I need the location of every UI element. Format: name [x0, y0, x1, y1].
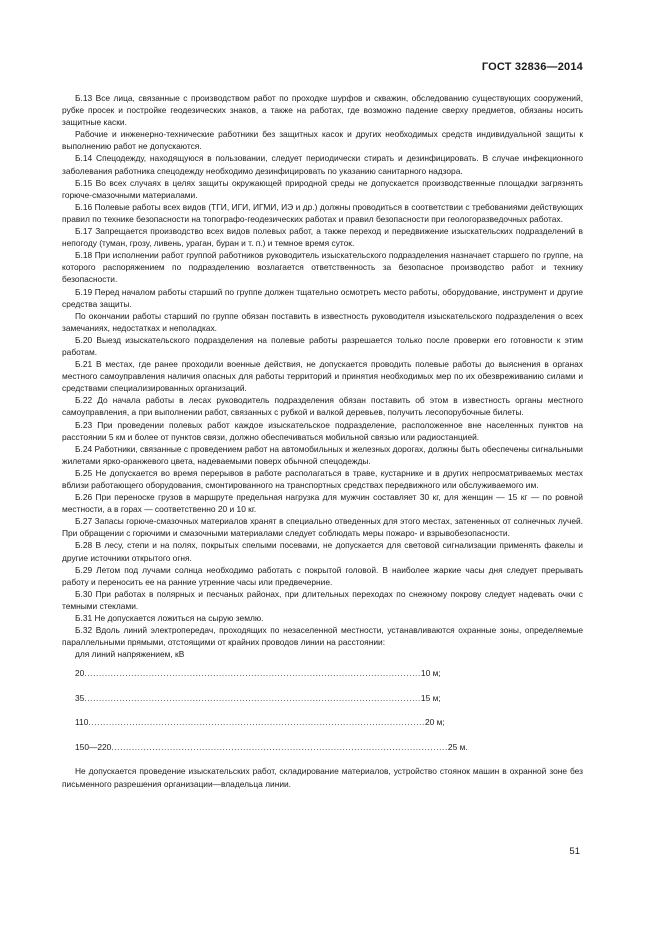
paragraph-b23: Б.23 При проведении полевых работ каждое изыскательское подразделение, расположенное вне населенных пунктов на расстоянии 5 км и более от пунктов связи, должно обеспечиваться мобильной связью или радиостанцией. [62, 419, 583, 442]
paragraph-b30: Б.30 При работах в полярных и песчаных районах, при длительных переходах по снежному покрову следует надевать очки с темными стеклами. [62, 588, 583, 611]
paragraph-b14: Б.14 Спецодежду, находящуюся в пользовании, следует периодически стирать и дезинфицировать. В случае инфекционного заболевания работника спецодежду необходимо дезинфицировать по указанию санитарного надзора. [62, 153, 583, 176]
paragraph-b17: Б.17 Запрещается производство всех видов полевых работ, а также переход и передвижение изыскательских подразделений в непогоду (туман, грозу, ливень, ураган, буран и т. п.) и темное время суток. [62, 226, 583, 249]
paragraph-b26: Б.26 При переноске грузов в маршруте предельная нагрузка для мужчин составляет 30 кг, для женщин — 15 кг — по ровной местности, а в горах — соответственно 20 и 10 кг. [62, 492, 583, 515]
paragraph-b21: Б.21 В местах, где ранее проходили военные действия, не допускается проводить полевые работы до выяснения в органах местного самоуправления наличия опасных для работы территорий и принятия необходимых мер по их обезвреживанию силами и средствами специализированных организаций. [62, 359, 583, 394]
distance-voltage: 35 [75, 692, 85, 703]
distance-row [75, 692, 441, 704]
distance-voltage: 20 [75, 668, 85, 679]
document-header: ГОСТ 32836—2014 [481, 61, 583, 73]
page-number: 51 [569, 846, 580, 857]
paragraph-b27: Б.27 Запасы горюче-смазочных материалов хранят в специально отведенных для этого местах, затененных от солнечных лучей. При обращении с горючими и смазочными материалами следует соблюдать меры пожаро- и взрывобезопасности. [62, 516, 583, 539]
distance-voltage: 150—220 [75, 741, 112, 752]
distance-value: 15 м; [420, 692, 441, 703]
distance-value: 25 м. [447, 741, 468, 752]
paragraph-b16: Б.16 Полевые работы всех видов (ТГИ, ИГИ, ИГМИ, ИЭ и др.) должны проводиться в соответствии с требованиями действующих правил по технике безопасности на топографо-геодезических работах и правил безопасности при геологоразведочных работах. [62, 201, 583, 224]
paragraph-b13-cont: Рабочие и инженерно-технические работники без защитных касок и других необходимых средств индивидуальной защиты к выполнению работ не допускаются. [62, 129, 583, 152]
paragraph-b31: Б.31 Не допускается ложиться на сырую землю. [75, 613, 264, 624]
distance-row [75, 716, 445, 728]
distance-value: 20 м; [424, 717, 445, 728]
paragraph-b25: Б.25 Не допускается во время перерывов в работе располагаться в траве, кустарнике и в других непросматриваемых местах вблизи работающего оборудования, смонтированного на транспортных средствах передвижного или обслуживаемого им. [62, 467, 583, 490]
paragraph-b15: Б.15 Во всех случаях в целях защиты окружающей природной среды не допускается производственные площадки загрязнять горюче-смазочными материалами. [62, 177, 583, 200]
paragraph-b32: Б.32 Вдоль линий электропередач, проходящих по незаселенной местности, устанавливаются охранные зоны, определяемые параллельными прямыми, отстоящими от крайних проводов линии на расстоянии: [62, 625, 583, 648]
distance-voltage: 110 [75, 717, 89, 728]
distance-value: 10 м; [420, 668, 441, 679]
paragraph-b20: Б.20 Выезд изыскательского подразделения на полевые работы разрешается только после проверки его готовности к этим работам. [62, 334, 583, 357]
paragraph-b28: Б.28 В лесу, степи и на полях, покрытых спелыми посевами, не допускается для световой сигнализации применять факелы и другие источники открытого огня. [62, 540, 583, 563]
document-body [62, 92, 583, 790]
paragraph-b22: Б.22 До начала работы в лесах руководитель подразделения обязан поставить об этом в известность органы местного самоуправления, а при выполнении работ, связанных с рубкой и валкой деревьев, получить лесопорубочные билеты. [62, 395, 583, 418]
distance-row [75, 667, 441, 679]
paragraph-b24: Б.24 Работники, связанные с проведением работ на автомобильных и железных дорогах, должны быть обеспечены сигнальными жилетами ярко-оранжевого цвета, надеваемыми поверх обычной спецодежды. [62, 443, 583, 466]
dot-leader: ................................................................................................................... [84, 668, 421, 679]
dot-leader: ................................................................................................................... [111, 741, 448, 752]
paragraph-b18: Б.18 При исполнении работ группой работников руководитель изыскательского подразделения назначает старшего по группе, на которого распоряжением по подразделению возлагается ответственность за безопасное производство работ и технику безопасности. [62, 250, 583, 285]
dot-leader: ................................................................................................................... [84, 692, 421, 703]
distance-list-title: для линий напряжением, кВ [75, 649, 185, 660]
dot-leader: ................................................................................................................... [88, 717, 425, 728]
paragraph-b19-cont: По окончании работы старший по группе обязан поставить в известность руководителя изыскательского подразделения о всех замечаниях, недостатках и неполадках. [62, 310, 583, 333]
paragraph-closing: Не допускается проведение изыскательских работ, складирование материалов, устройство стоянок машин в охранной зоне без письменного разрешения организации—владельца линии. [62, 766, 583, 789]
distance-row [75, 741, 468, 753]
paragraph-b13: Б.13 Все лица, связанные с производством работ по проходке шурфов и скважин, обследованию существующих сооружений, рубке просек и постройке геодезических знаков, а также на работах, где возможно падение сверху предметов, обязаны носить защитные каски. [62, 93, 583, 128]
paragraph-b29: Б.29 Летом под лучами солнца необходимо работать с покрытой головой. В наиболее жаркие часы дня следует прерывать работу и переносить ее на ранние утренние часы или предвечерние. [62, 564, 583, 587]
paragraph-b19: Б.19 Перед началом работы старший по группе должен тщательно осмотреть место работы, оборудование, инструмент и другие средства защиты. [62, 286, 583, 309]
